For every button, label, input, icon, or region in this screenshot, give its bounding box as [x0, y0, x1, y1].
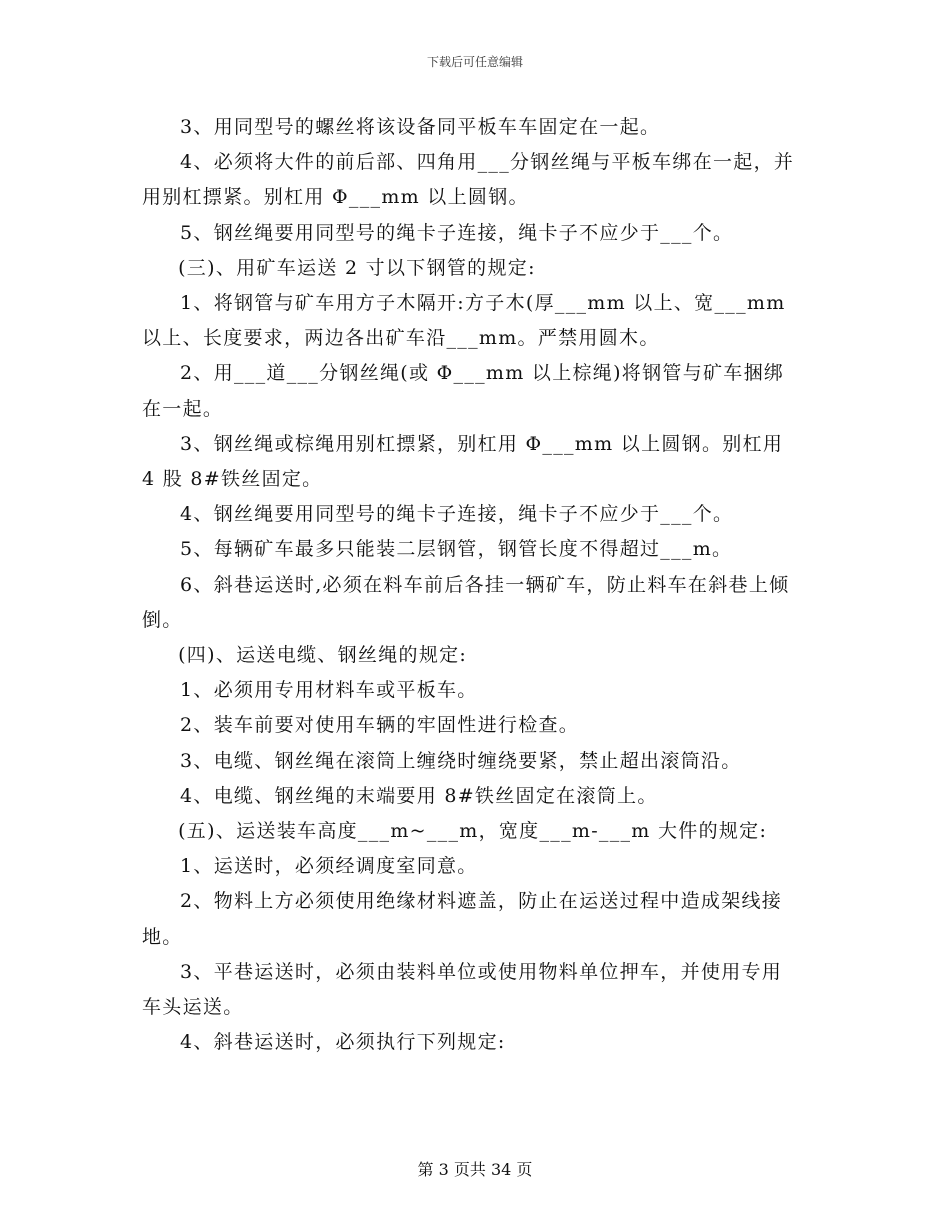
paragraph: 5、钢丝绳要用同型号的绳卡子连接，绳卡子不应少于___个。 — [180, 221, 734, 244]
paragraph: 2、物料上方必须使用绝缘材料遮盖，防止在运送过程中造成架线接地。 — [142, 890, 783, 948]
paragraph: 4、必须将大件的前后部、四角用___分钢丝绳与平板车绑在一起，并用别杠摽紧。别杠用 Φ___mm 以上圆钢。 — [142, 151, 795, 209]
section-heading: (四)、运送电缆、钢丝绳的规定: — [178, 644, 468, 667]
paragraph: 6、斜巷运送时,必须在料车前后各挂一辆矿车，防止料车在斜巷上倾倒。 — [142, 573, 790, 631]
paragraph: 1、运送时，必须经调度室同意。 — [180, 855, 478, 878]
paragraph: 3、用同型号的螺丝将该设备同平板车车固定在一起。 — [180, 116, 661, 138]
section-heading: (三)、用矿车运送 2 寸以下钢管的规定: — [178, 256, 536, 279]
paragraph: 3、平巷运送时，必须由装料单位或使用物料单位押车，并使用专用车头运送。 — [142, 960, 783, 1019]
paragraph: 1、必须用专用材料车或平板车。 — [180, 679, 478, 702]
paragraph: 4、电缆、钢丝绳的末端要用 8#铁丝固定在滚筒上。 — [180, 784, 658, 807]
page-header-note: 下载后可任意编辑 — [426, 55, 523, 69]
paragraph: 3、钢丝绳或棕绳用别杠摽紧，别杠用 Φ___mm 以上圆钢。别杠用 4 股 8#铁丝固定。 — [142, 432, 784, 491]
paragraph: 1、将钢管与矿车用方子木隔开:方子木(厚___mm 以上、宽___mm 以上、长度要求，两边各出矿车沿___mm。严禁用圆木。 — [142, 292, 786, 350]
paragraph: 3、电缆、钢丝绳在滚筒上缠绕时缠绕要紧，禁止超出滚筒沿。 — [180, 749, 742, 772]
paragraph: 2、用___道___分钢丝绳(或 Φ___mm 以上棕绳)将钢管与矿车捆绑在一起。 — [142, 362, 785, 420]
paragraph: 4、钢丝绳要用同型号的绳卡子连接，绳卡子不应少于___个。 — [180, 503, 734, 526]
paragraph: 4、斜巷运送时，必须执行下列规定: — [180, 1031, 506, 1054]
section-heading: (五)、运送装车高度___m~___m，宽度___m-___m 大件的规定: — [178, 820, 768, 843]
document-body — [142, 110, 802, 1060]
paragraph: 2、装车前要对使用车辆的牢固性进行检查。 — [180, 714, 580, 737]
paragraph: 5、每辆矿车最多只能装二层钢管，钢管长度不得超过___m。 — [180, 538, 733, 561]
page-footer: 第 3 页共 34 页 — [417, 1160, 533, 1179]
